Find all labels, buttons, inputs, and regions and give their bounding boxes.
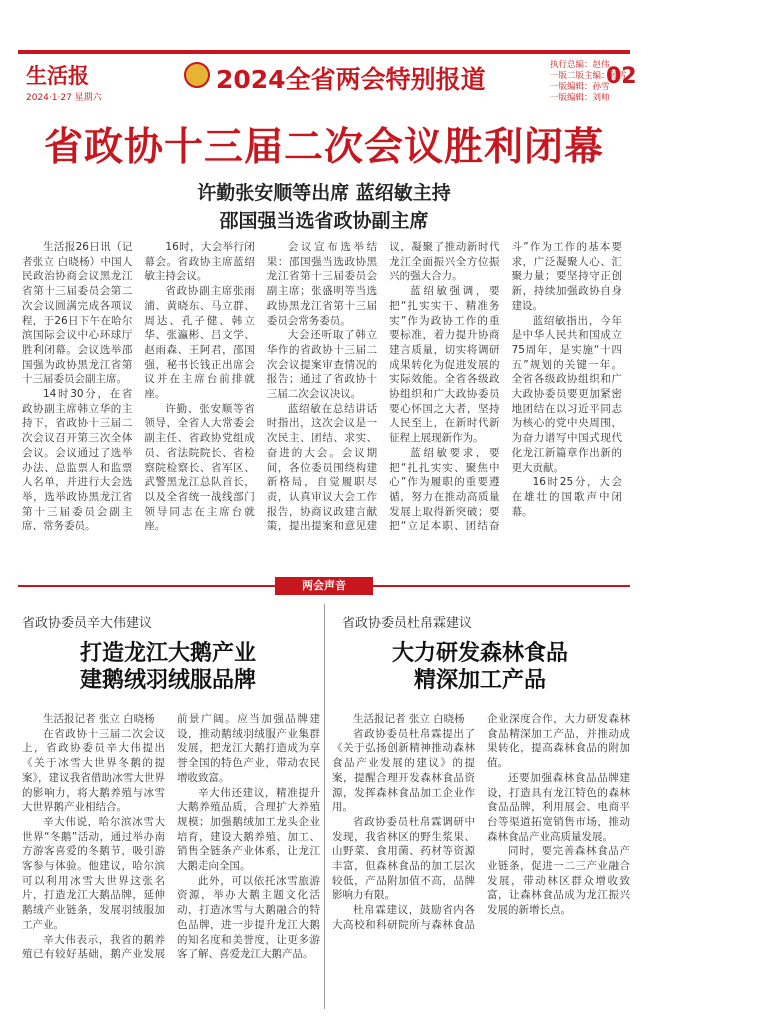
section-tag: 两会声音 (275, 577, 373, 595)
proposal-1-body: 生活报记者 张立 白晓杨 在省政协十三届二次会议上，省政协委员辛大伟提出《关于冰雪大世界冬鹅的提案》，建议我省借助冰雪大世界的影响力，将大鹅养殖与冰雪大世界鹅产业相结合。 辛大伟说，哈尔滨冰雪大世界“冬鹅”活动，通过举办南方游客喜爱的冬鹅节，吸引游客参与体验。他建议，哈尔滨可以利用冰雪大世界这张名片，打造龙江大鹅品牌，延伸鹅绒产业链条，发展羽绒服加工产业。 辛大伟表示，我省的鹅养殖已有较好基础，鹅产业发展前景广阔。应当加强品牌建设，推动鹅绒羽绒服产业集群发展，把龙江大鹅打造成为享誉全国的特色产业，带动农民增收致富。 辛大伟还建议，精准提升大鹅养殖品质，合理扩大养殖规模；加强鹅绒加工龙头企业培育，建设大鹅养殖、加工、销售全链条产业体系，让龙江大鹅走向全国。 此外，可以依托冰雪旅游资源，举办大鹅主题文化活动，打造冰雪与大鹅融合的特色品牌，进一步提升龙江大鹅的知名度和美誉度，让更多游客了解、喜爱龙江大鹅产品。 (22, 713, 320, 961)
proposal-2-kicker: 省政协委员杜帛霖建议 (342, 616, 473, 631)
proposal-2-title: 大力研发森林食品 精深加工产品 (391, 641, 568, 693)
subheadline-1: 许勤张安顺等出席 蓝绍敏主持 (197, 182, 451, 204)
page-header (18, 50, 637, 103)
ad-sidebar (644, 0, 768, 1023)
proposal-1-kicker: 省政协委员辛大伟建议 (22, 616, 153, 631)
proposal-1-title: 打造龙江大鹅产业 建鹅绒羽绒服品牌 (79, 641, 256, 693)
main-headline: 省政协十三届二次会议胜利闭幕 (43, 125, 604, 170)
special-report-title: 2024全省两会特别报道 (216, 65, 486, 94)
page-number: 02 (606, 64, 637, 89)
lead-article-body: 生活报26日讯（记者张立 白晓杨）中国人民政治协商会议黑龙江省第十三届委员会第二次会议圆满完成各项议程，于26日下午在哈尔滨国际会议中心环球厅胜利闭幕。会议选举邵国强为政协黑龙江省第十三届委员会副主席。 14时30分，在省政协副主席韩立华的主持下，省政协十三届二次会议召开第三次全体会议。会议通过了选举办法、总监票人和监票人名单，并进行大会选举，选举政协黑龙江省第十三届委员会副主席、常务委员。 16时，大会举行闭幕会。省政协主席蓝绍敏主持会议。 省政协副主席张雨浦、黄晓东、马立群、周达、孔子健、韩立华、张瀛彬、吕文学、赵雨森、王阿君，邵国强，秘书长钱正出席会议并在主席台前排就座。 许勤、张安顺等省领导，全省人大常委会副主任、省政协党组成员、省法院院长、省检察院检察长、省军区、武警黑龙江总队首长，以及全省统一战线部门领导同志在主席台就座。 会议宣布选举结果：邵国强当选政协黑龙江省第十三届委员会副主席；张盛明等当选政协黑龙江省第十三届委员会常务委员。 大会还听取了韩立华作的省政协十三届二次会议提案审查情况的报告；通过了省政协十三届二次会议决议。 蓝绍敏在总结讲话时指出，这次会议是一次民主、团结、求实、奋进的大会。会议期间，各位委员围绕构建新格局，自觉履职尽责，认真审议大会工作报告，协商议政建言献策，提出提案和意见建议，凝聚了推动新时代龙江全面振兴全方位振兴的强大合力。 蓝绍敏强调，要把“扎实实干、精准务实”作为政协工作的重要标准，着力提升协商建言质量，切实将调研成果转化为促进发展的实际效能。全省各级政协组织和广大政协委员要心怀国之大者，坚持人民至上，在新时代新征程上展现新作为。 蓝绍敏要求，要把“扎扎实实、聚焦中心”作为履职的重要遵循，努力在推动高质量发展上取得新突破；要把“立足本职、团结奋斗”作为工作的基本要求，广泛凝聚人心、汇聚力量；要坚持守正创新，持续加强政协自身建设。 蓝绍敏指出，今年是中华人民共和国成立75周年，是实施“十四五”规划的关键一年。全省各级政协组织和广大政协委员要更加紧密地团结在以习近平同志为核心的党中央周围，为奋力谱写中国式现代化龙江新篇章作出新的更大贡献。 16时25分，大会在雄壮的国歌声中闭幕。 (22, 241, 622, 533)
brand-logo: 生活报 (26, 63, 89, 88)
subheadline-2: 邵国强当选省政协副主席 (219, 210, 429, 232)
issue-date: 2024·1·27 星期六 (26, 93, 102, 103)
proposal-2-body: 生活报记者 张立 白晓杨 省政协委员杜帛霖提出了《关于弘扬创新精神推动森林食品产业发展的建议》的提案，提醒合理开发森林食品资源，发挥森林食品加工企业作用。 省政协委员杜帛霖调研中发现，我省林区的野生浆果、山野菜、食用菌、药材等资源丰富，但森林食品的加工层次较低，产品附加值不高，品牌影响力有限。 杜帛霖建议，鼓励省内各大高校和科研院所与森林食品企业深度合作，大力研发森林食品精深加工产品，并推动成果转化，提高森林食品的附加值。 还要加强森林食品品牌建设，打造具有龙江特色的森林食品品牌，利用展会、电商平台等渠道拓宽销售市场，推动森林食品产业高质量发展。 同时，要完善森林食品产业链条，促进一二三产业融合发展，带动林区群众增收致富，让森林食品成为龙江振兴发展的新增长点。 (332, 713, 630, 931)
column-rule (324, 604, 325, 1009)
editor-credits: 执行总编：赵伟 一版二版主编：孙雪 一版编辑：孙雪 一版编辑：刘帅 (550, 60, 627, 103)
section-divider (18, 577, 630, 595)
emblem-icon (184, 62, 210, 88)
